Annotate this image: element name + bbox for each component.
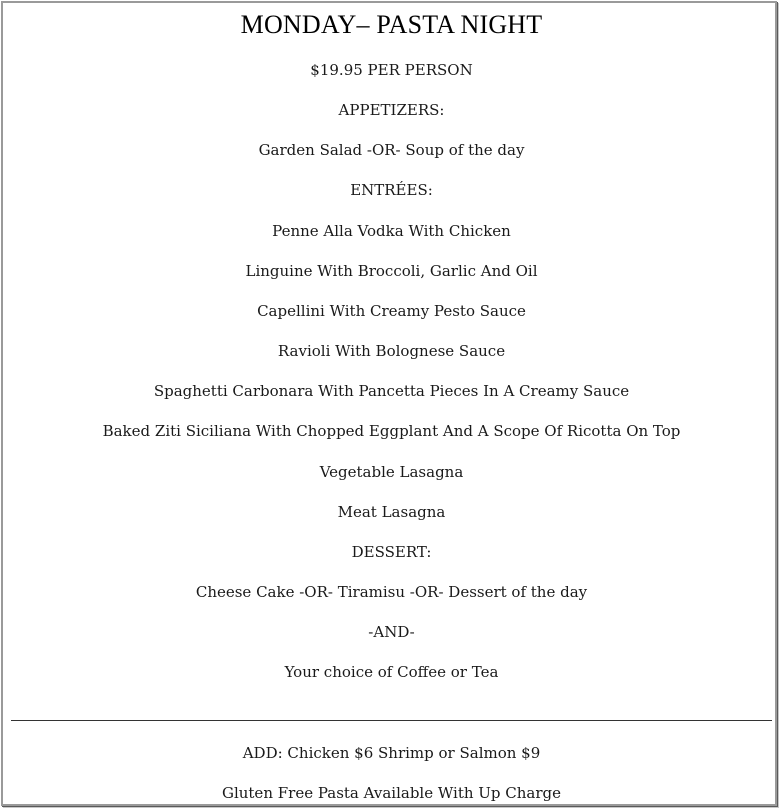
- entree-item: Penne Alla Vodka With Chicken: [272, 222, 511, 240]
- add-on-prices: ADD: Chicken $6 Shrimp or Salmon $9: [242, 744, 541, 762]
- menu-frame: [1, 1, 777, 806]
- footer-divider: [11, 720, 772, 721]
- entree-item: Ravioli With Bolognese Sauce: [277, 342, 506, 360]
- entree-item: Capellini With Creamy Pesto Sauce: [257, 302, 526, 320]
- dessert-heading: DESSERT:: [351, 543, 432, 561]
- price-per-person: $19.95 PER PERSON: [310, 61, 473, 79]
- and-separator: -AND-: [368, 623, 415, 641]
- entrees-heading: ENTRÉES:: [350, 181, 433, 199]
- appetizers-options: Garden Salad -OR- Soup of the day: [258, 141, 525, 159]
- gluten-free-note: Gluten Free Pasta Available With Up Charge: [221, 784, 562, 802]
- entree-item: Spaghetti Carbonara With Pancetta Pieces In A Creamy Sauce: [153, 382, 630, 400]
- beverage-choice: Your choice of Coffee or Tea: [284, 663, 499, 681]
- appetizers-heading: APPETIZERS:: [338, 101, 445, 119]
- menu-title: MONDAY– PASTA NIGHT: [240, 10, 543, 39]
- entree-item: Baked Ziti Siciliana With Chopped Eggplant And A Scope Of Ricotta On Top: [102, 422, 681, 440]
- entree-item: Linguine With Broccoli, Garlic And Oil: [245, 262, 538, 280]
- entree-item: Vegetable Lasagna: [319, 463, 464, 481]
- entree-item: Meat Lasagna: [337, 503, 446, 521]
- dessert-options: Cheese Cake -OR- Tiramisu -OR- Dessert of the day: [195, 583, 588, 601]
